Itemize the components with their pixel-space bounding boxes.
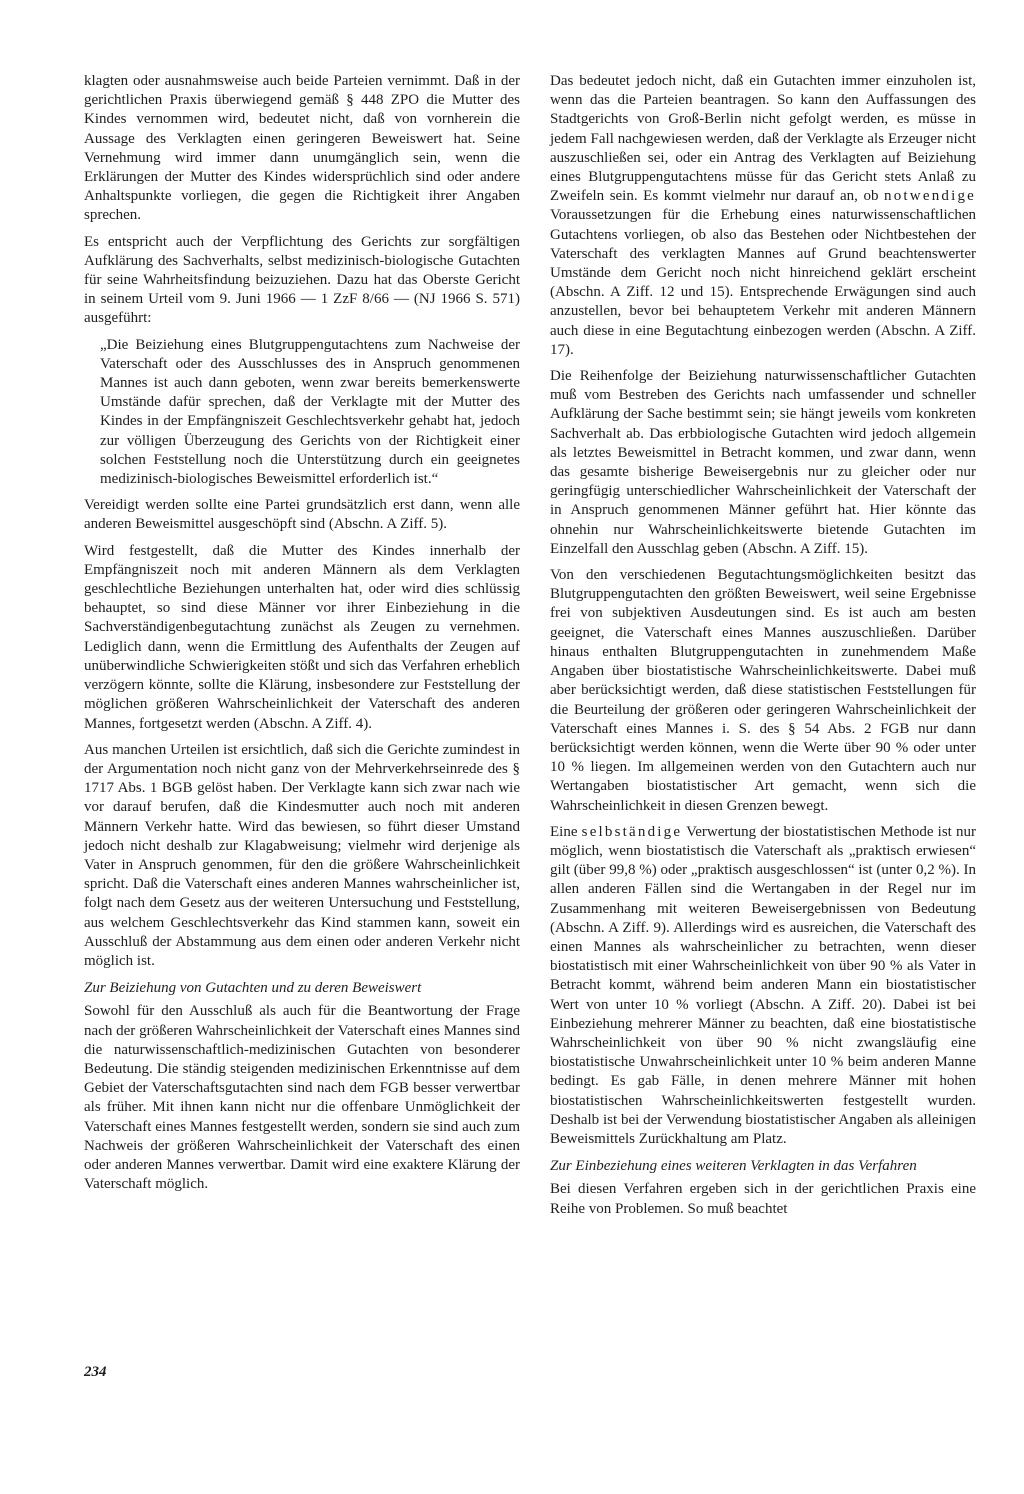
paragraph: Sowohl für den Ausschluß als auch für die Beantwortung der Frage nach der größeren Wahrscheinlichkeit der Vaterschaft eines Mannes sind die naturwissenschaftlich-medizinischen Gutachten von besonderer Bedeutung. Die ständig steigenden medizinischen Erkenntnisse auf dem Gebiet der Vaterschaftsgutachten sind nach dem FGB besser verwertbar als früher. Mit ihnen kann nicht nur die offenbare Unmöglichkeit der Vaterschaft eines Mannes festgestellt werden, sondern sie sind auch zum Nachweis der größeren Wahrscheinlichkeit der Vaterschaft des einen oder anderen Mannes verwertbar. Damit wird eine exaktere Klärung der Vaterschaft möglich. — [84, 1003, 520, 1193]
paragraph: Vereidigt werden sollte eine Partei grundsätzlich erst dann, wenn alle anderen Beweismittel ausgeschöpft sind (Abschn. A Ziff. 5). — [84, 497, 520, 533]
text-run: Das bedeutet jedoch nicht, daß ein Gutachten immer einzuholen ist, wenn das die Parteien beantragen. So kann den Auffassungen des Stadtgerichts von Groß-Berlin nicht gefolgt werden, es müsse in jedem Fall nachgewiesen werden, daß der Verklagte als Erzeuger nicht auszuschließen sei, oder ein Antrag des Verklagten auf Beiziehung eines Blutgruppengutachtens müsse für das Gericht stets Anlaß zu Zweifeln sein. Es kommt vielmehr nur darauf an, ob — [550, 73, 976, 205]
emphasis-spaced: selbständige — [581, 823, 683, 840]
page-number: 234 — [84, 1364, 107, 1380]
paragraph: Von den verschiedenen Begutachtungsmöglichkeiten besitzt das Blutgruppengutachten den größten Beweiswert, weil seine Ergebnisse frei von subjektiven Ausdeutungen sind. Es ist auch am besten geeignet, die Vaterschaft eines Mannes auszuschließen. Darüber hinaus enthalten Blutgruppengutachten in zunehmendem Maße Angaben über biostatistische Wahrscheinlichkeitswerte. Dabei muß aber berücksichtigt werden, daß diese statistischen Feststellungen für die Beurteilung der größeren oder geringeren Wahrscheinlichkeit der Vaterschaft eines Mannes i. S. des § 54 Abs. 2 FGB nur dann berücksichtigt werden können, wenn die Werte über 90 % oder unter 10 % liegen. Im allgemeinen werden von den Gutachtern auch nur Wertangaben biostatistischer Art gemacht, wenn sich die Wahrscheinlichkeit in diesen Grenzen bewegt. — [550, 567, 976, 814]
section-heading: Zur Einbeziehung eines weiteren Verklagten in das Verfahren — [550, 1158, 917, 1175]
paragraph: klagten oder ausnahmsweise auch beide Parteien vernimmt. Daß in der gerichtlichen Praxis überwiegend gemäß § 448 ZPO die Mutter des Kindes vernommen wird, bedeutet nicht, daß von vornherein die Aussage des Verklagten einen geringeren Beweiswert hat. Seine Vernehmung wird immer dann unumgänglich sein, wenn die Erklärungen der Mutter des Kindes widersprüchlich sind oder andere Anhaltspunkte vorliegen, die gegen die Richtigkeit ihrer Angaben sprechen. — [84, 73, 520, 224]
emphasis-spaced: notwendige — [884, 188, 977, 205]
paragraph: Wird festgestellt, daß die Mutter des Kindes innerhalb der Empfängniszeit noch mit anderen Männern als dem Verklagten geschlechtliche Beziehungen unterhalten hat, oder wird dies schlüssig behauptet, so sind diese Männer vor ihrer Einbeziehung in die Sachverständigenbegutachtung zunächst als Zeugen zu vernehmen. Lediglich dann, wenn die Ermittlung des Aufenthalts der Zeugen auf unüberwindliche Schwierigkeiten stößt und sich das Verfahren erheblich verzögern könnte, sollte die Klärung, insbesondere zur Feststellung der möglichen größeren Wahrscheinlichkeit der Vaterschaft des anderen Mannes, fortgesetzt werden (Abschn. A Ziff. 4). — [84, 542, 520, 732]
paragraph: Aus manchen Urteilen ist ersichtlich, daß sich die Gerichte zumindest in der Argumentation noch nicht ganz von der Mehrverkehrseinrede des § 1717 Abs. 1 BGB gelöst haben. Der Verklagte kann sich zwar nach wie vor darauf berufen, daß die Kindesmutter auch noch mit anderen Männern Verkehr hatte. Wird das bewiesen, so führt dieser Umstand jedoch nicht deshalb zur Klagabweisung; vielmehr wird derjenige als Vater in Anspruch genommen, für den die größere Wahrscheinlichkeit spricht. Daß die Vaterschaft eines anderen Mannes wahrscheinlicher ist, folgt nach dem Gesetz aus der weiteren Untersuchung und Feststellung, aus welchem Geschlechtsverkehr das Kind stammen kann, soweit ein Ausschluß der Abstammung aus dem einen oder anderen Verkehr nicht möglich ist. — [84, 741, 520, 969]
right-column — [550, 72, 976, 1226]
block-quote: „Die Beiziehung eines Blutgruppengutachtens zum Nachweise der Vaterschaft oder des Ausschlusses des in Anspruch genommenen Mannes ist auch dann geboten, wenn zwar bereits bemerkenswerte Umstände dafür sprechen, daß der Verklagte mit der Mutter des Kindes in der Empfängniszeit Geschlechtsverkehr gehabt hat, jedoch zur völligen Überzeugung des Gerichts von der Richtigkeit einer solchen Feststellung noch die Unterstützung durch ein geeignetes medizinisch-biologisches Beweismittel erforderlich ist.“ — [100, 336, 520, 488]
text-run: Verwertung der biostatistischen Methode ist nur möglich, wenn biostatistisch die Vaterschaft als „praktisch erwiesen“ gilt (über 99,8 %) oder „praktisch ausgeschlossen“ ist (unter 0,2 %). In allen anderen Fällen sind die Wertangaben in der Regel nur im Zusammenhang mit weiteren Beweisergebnissen von Bedeutung (Abschn. A Ziff. 9). Allerdings wird es ausreichen, die Vaterschaft des einen Mannes als wahrscheinlicher zu betrachten, wenn dieser biostatistisch mit einer Wahrscheinlichkeit von über 90 % als Vater in Betracht kommt, während beim anderen Mann ein biostatistischer Wert von unter 10 % vorliegt (Abschn. A Ziff. 20). Dabei ist bei Einbeziehung mehrerer Männer zu beachten, daß eine biostatistische Wahrscheinlichkeit von über 90 % nicht zwangsläufig eine biostatistische Unwahrscheinlichkeit unter 10 % beim anderen Manne bedingt. Es gab Fälle, in denen mehrere Männer mit hohen biostatistischen Wahrscheinlichkeitswerten festgestellt wurden. Deshalb ist bei der Verwendung biostatistischer Angaben als alleinigen Beweismittels Zurückhaltung am Platz. — [550, 823, 976, 1147]
paragraph — [550, 823, 976, 1149]
paragraph: Bei diesen Verfahren ergeben sich in der gerichtlichen Praxis eine Reihe von Problemen. So muß beachtet — [550, 1181, 976, 1217]
text-run: Eine — [550, 823, 578, 840]
text-run: Voraussetzungen für die Erhebung eines naturwissenschaftlichen Gutachtens vorliegen, ob also das Bestehen oder Nichtbestehen der Vaterschaft des verklagten Mannes auf Grund beachtenswerter Umstände dem Gericht noch nicht hinreichend geklärt erscheint (Abschn. A Ziff. 12 und 15). Entsprechende Erwägungen sind auch anzustellen, bevor bei behauptetem Verkehr mit anderen Männern auch diese in eine Begutachtung einbezogen werden (Abschn. A Ziff. 17). — [550, 207, 976, 358]
paragraph: Es entspricht auch der Verpflichtung des Gerichts zur sorgfältigen Aufklärung des Sachverhalts, selbst medizinisch-biologische Gutachten für seine Wahrheitsfindung beizuziehen. Dazu hat das Oberste Gericht in seinem Urteil vom 9. Juni 1966 — 1 ZzF 8/66 — (NJ 1966 S. 571) ausgeführt: — [84, 233, 520, 327]
section-heading: Zur Beiziehung von Gutachten und zu deren Beweiswert — [84, 980, 422, 997]
paragraph: Die Reihenfolge der Beiziehung naturwissenschaftlicher Gutachten muß vom Bestreben des Gerichts nach umfassender und schneller Aufklärung der Sache bestimmt sein; sie hängt jeweils vom konkreten Sachverhalt ab. Das erbbiologische Gutachten wird jedoch allgemein als letztes Beweismittel in Betracht kommen, und zwar dann, wenn das gesamte bisherige Beweisergebnis nur zu gleicher oder nur geringfügig unterschiedlicher Wahrscheinlichkeit der Vaterschaft der in Anspruch genommenen Männer geführt hat. Hier könnte das ohnehin nur Wahrscheinlichkeitswerte bietende Gutachten im Einzelfall den Ausschlag geben (Abschn. A Ziff. 15). — [550, 368, 976, 557]
left-column — [84, 72, 520, 1201]
paragraph — [550, 72, 976, 360]
